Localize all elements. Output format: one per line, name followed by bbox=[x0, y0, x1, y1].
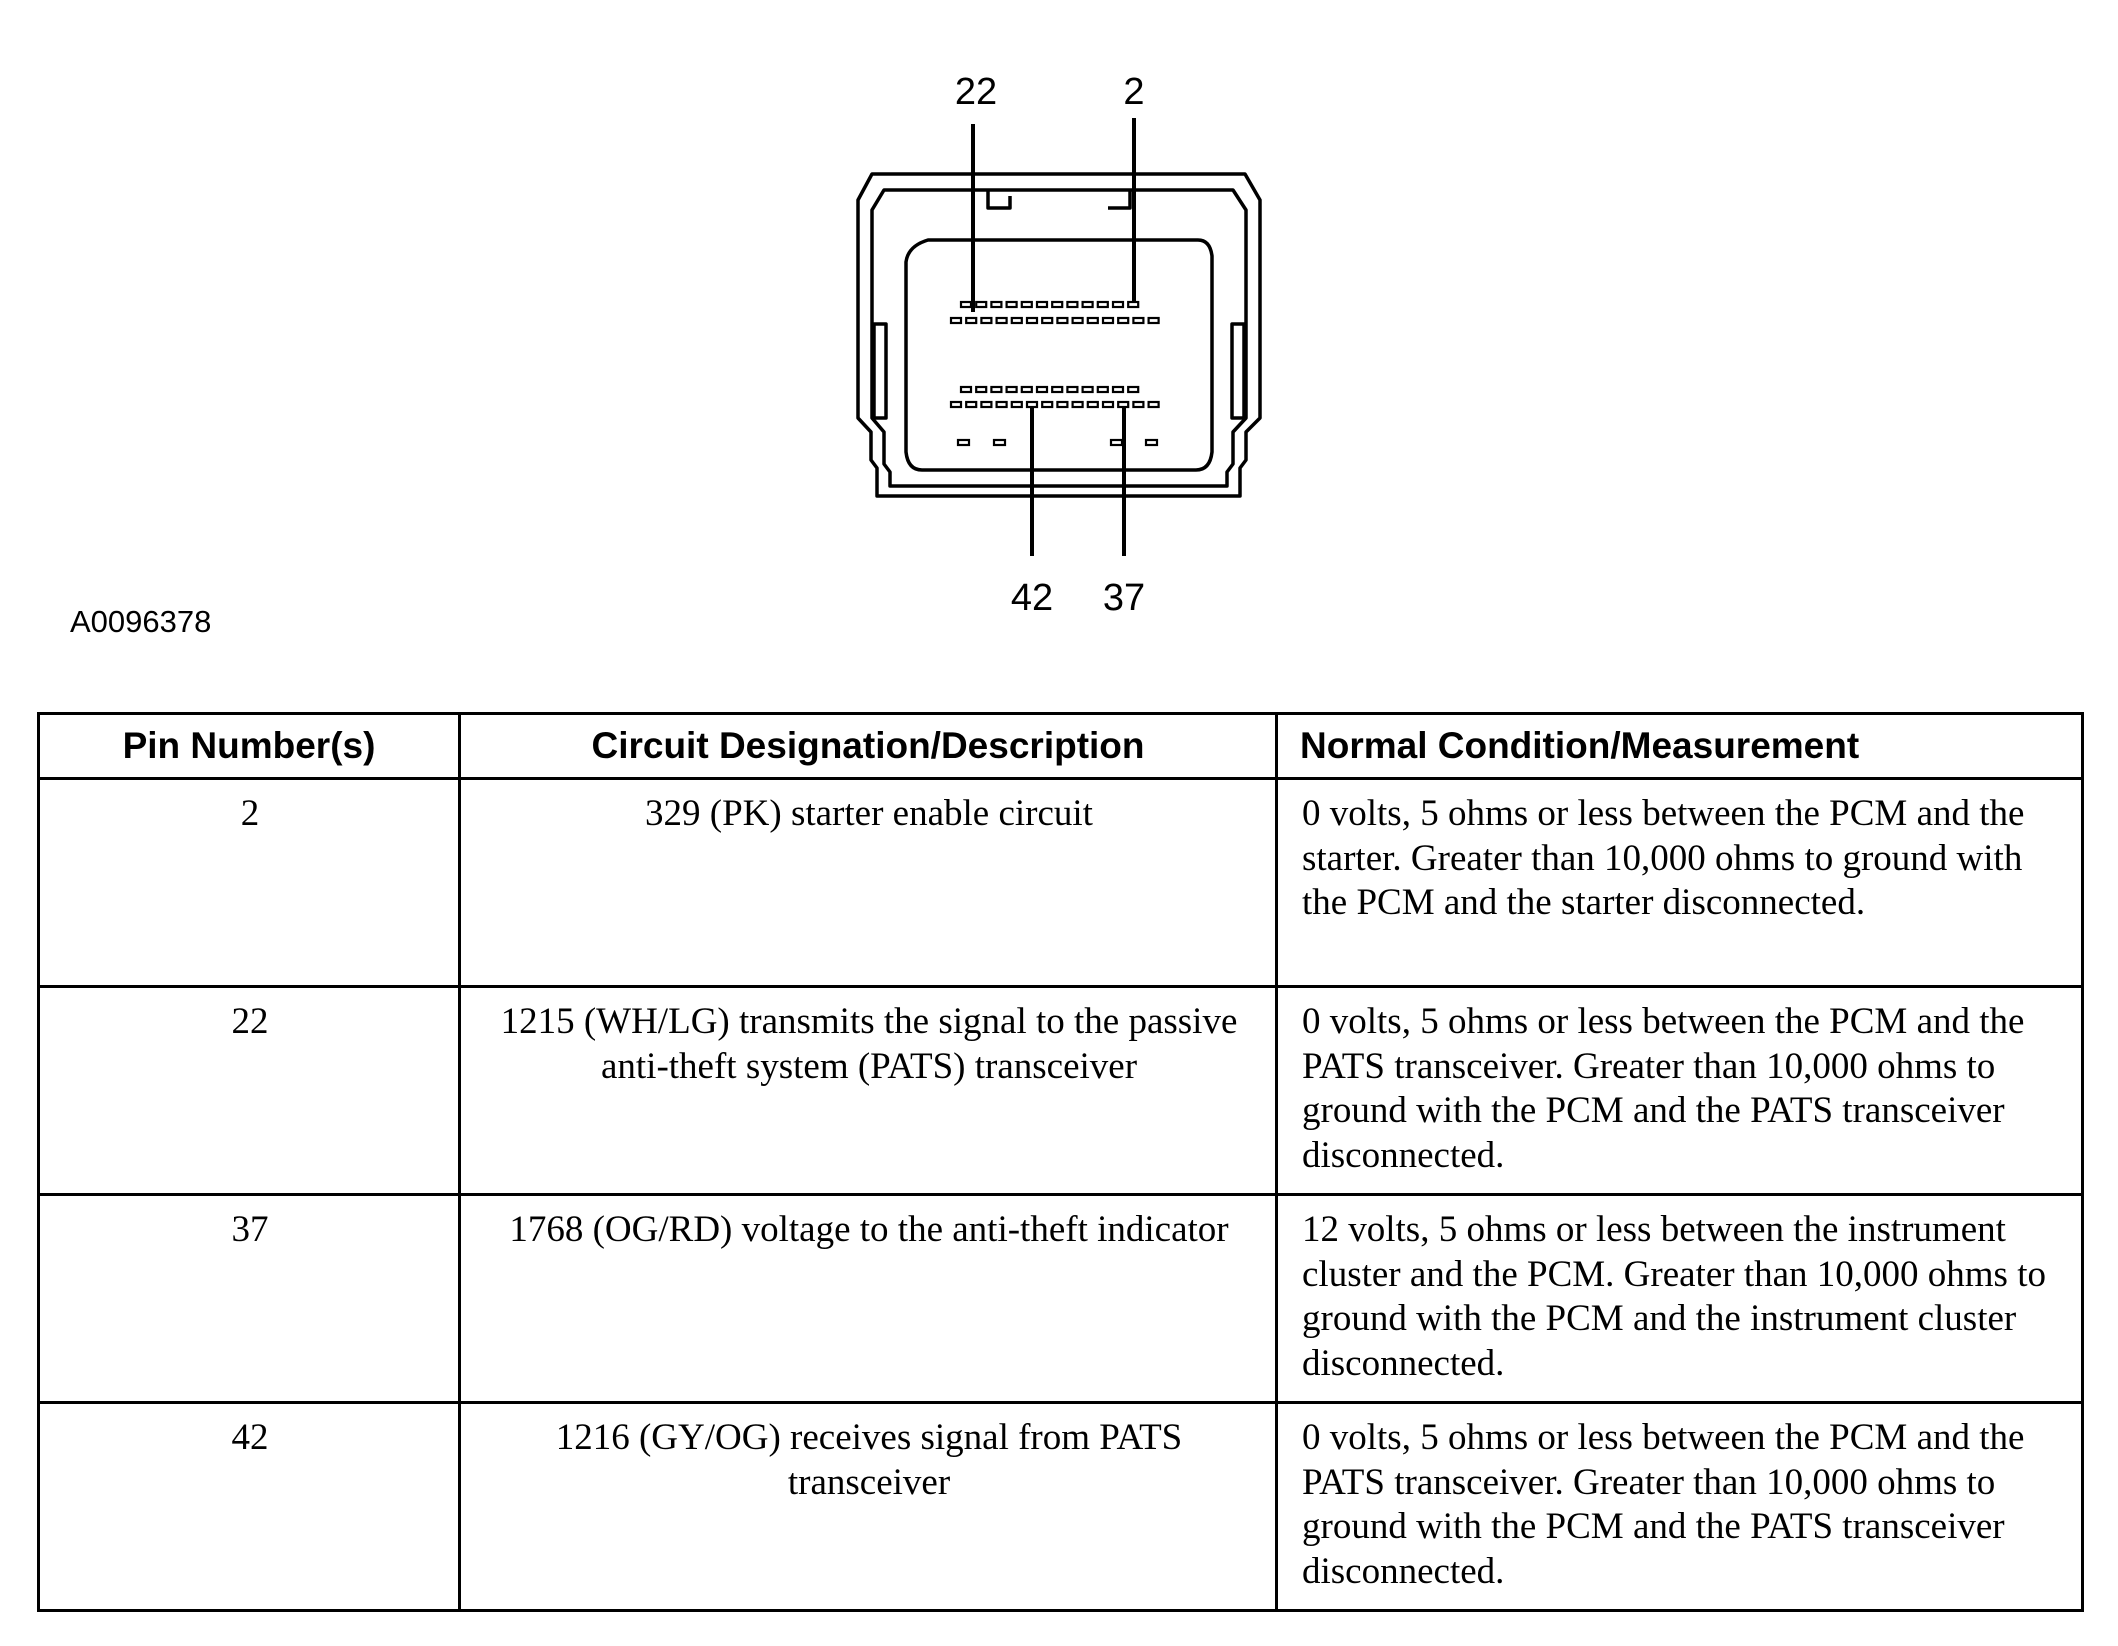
pin-slot bbox=[1012, 318, 1022, 323]
pin-table bbox=[37, 712, 2084, 1612]
pin-slot bbox=[1083, 387, 1093, 392]
pin-slot bbox=[1012, 402, 1022, 407]
pin-slot bbox=[976, 302, 986, 307]
pin-label-2: 2 bbox=[1123, 71, 1145, 113]
header-circuit-description: Circuit Designation/Description bbox=[460, 714, 1277, 779]
connector-outer-shell bbox=[858, 174, 1260, 496]
pin-slot bbox=[1022, 387, 1032, 392]
pin-slot bbox=[1027, 318, 1037, 323]
table-header-row bbox=[39, 714, 2083, 779]
pin-slot bbox=[1146, 440, 1157, 445]
pin-slot bbox=[1073, 318, 1083, 323]
pin-slot bbox=[958, 440, 969, 445]
normal-condition-cell: 0 volts, 5 ohms or less between the PCM and the PATS transceiver. Greater than 10,000 ohms to ground with the PCM and the PATS transceiver disconnected. bbox=[1277, 987, 2083, 1195]
pin-slot bbox=[1007, 387, 1017, 392]
circuit-description-cell: 1216 (GY/OG) receives signal from PATS transceiver bbox=[460, 1403, 1277, 1611]
pin-slot bbox=[981, 318, 991, 323]
pin-slot bbox=[966, 402, 976, 407]
pin-slot bbox=[1067, 302, 1077, 307]
header-normal-condition: Normal Condition/Measurement bbox=[1277, 714, 2083, 779]
latch-tab-left bbox=[988, 190, 1010, 208]
pin-number-cell: 22 bbox=[39, 987, 460, 1195]
pin-label-37: 37 bbox=[1102, 577, 1146, 619]
header-pin-numbers: Pin Number(s) bbox=[39, 714, 460, 779]
pin-slot bbox=[981, 402, 991, 407]
connector-inner-shell bbox=[872, 190, 1246, 486]
pin-slot bbox=[1118, 318, 1128, 323]
normal-condition-cell: 0 volts, 5 ohms or less between the PCM and the starter. Greater than 10,000 ohms to ground with the PCM and the starter disconnected. bbox=[1277, 779, 2083, 987]
pin-slot bbox=[1052, 387, 1062, 392]
pin-slot bbox=[1113, 302, 1123, 307]
pin-slot bbox=[1128, 302, 1138, 307]
pin-slot bbox=[1133, 402, 1143, 407]
connector-diagram bbox=[0, 0, 2118, 660]
pin-slot bbox=[997, 402, 1007, 407]
pin-slot bbox=[1149, 402, 1159, 407]
pin-slot bbox=[1067, 387, 1077, 392]
figure-id: A0096378 bbox=[70, 604, 212, 639]
side-rib-right bbox=[1232, 324, 1244, 418]
pin-slot bbox=[961, 302, 971, 307]
normal-condition-cell: 0 volts, 5 ohms or less between the PCM and the PATS transceiver. Greater than 10,000 ohms to ground with the PCM and the PATS transceiver disconnected. bbox=[1277, 1403, 2083, 1611]
pin-slot bbox=[1022, 302, 1032, 307]
pin-slot bbox=[1111, 440, 1122, 445]
pin-slot bbox=[1133, 318, 1143, 323]
table-row bbox=[39, 987, 2083, 1195]
pin-slot bbox=[1037, 387, 1047, 392]
pin-slot bbox=[1042, 318, 1052, 323]
pin-slot bbox=[1088, 318, 1098, 323]
pin-rows bbox=[951, 302, 1159, 445]
table-row bbox=[39, 1195, 2083, 1403]
side-rib-left bbox=[874, 324, 886, 418]
pin-slot bbox=[997, 318, 1007, 323]
pin-slot bbox=[1057, 318, 1067, 323]
pin-slot bbox=[1037, 302, 1047, 307]
pin-slot bbox=[1098, 387, 1108, 392]
table-row bbox=[39, 779, 2083, 987]
circuit-description-cell: 329 (PK) starter enable circuit bbox=[460, 779, 1277, 987]
pin-slot bbox=[1113, 387, 1123, 392]
pin-slot bbox=[1128, 387, 1138, 392]
pin-slot bbox=[966, 318, 976, 323]
pin-slot bbox=[1057, 402, 1067, 407]
pin-slot bbox=[1103, 402, 1113, 407]
pin-slot bbox=[994, 440, 1005, 445]
circuit-description-cell: 1768 (OG/RD) voltage to the anti-theft indicator bbox=[460, 1195, 1277, 1403]
normal-condition-cell: 12 volts, 5 ohms or less between the instrument cluster and the PCM. Greater than 10,000 ohms to ground with the PCM and the instrument cluster disconnected. bbox=[1277, 1195, 2083, 1403]
pin-slot bbox=[951, 318, 961, 323]
pin-slot bbox=[951, 402, 961, 407]
pin-slot bbox=[1052, 302, 1062, 307]
pin-slot bbox=[1083, 302, 1093, 307]
pin-slot bbox=[1149, 318, 1159, 323]
pin-slot bbox=[1042, 402, 1052, 407]
pin-slot bbox=[991, 302, 1001, 307]
pin-slot bbox=[1088, 402, 1098, 407]
pin-slot bbox=[991, 387, 1001, 392]
pin-slot bbox=[1103, 318, 1113, 323]
pin-slot bbox=[961, 387, 971, 392]
pin-slot bbox=[1073, 402, 1083, 407]
table-row bbox=[39, 1403, 2083, 1611]
pin-slot bbox=[976, 387, 986, 392]
pin-number-cell: 42 bbox=[39, 1403, 460, 1611]
pin-number-cell: 2 bbox=[39, 779, 460, 987]
circuit-description-cell: 1215 (WH/LG) transmits the signal to the passive anti-theft system (PATS) transceiver bbox=[460, 987, 1277, 1195]
pin-cavity bbox=[906, 240, 1212, 470]
pin-slot bbox=[1007, 302, 1017, 307]
pin-slot bbox=[1098, 302, 1108, 307]
pin-label-42: 42 bbox=[1010, 577, 1054, 619]
pin-number-cell: 37 bbox=[39, 1195, 460, 1403]
pin-label-22: 22 bbox=[954, 71, 998, 113]
latch-tab-right bbox=[1108, 190, 1130, 208]
